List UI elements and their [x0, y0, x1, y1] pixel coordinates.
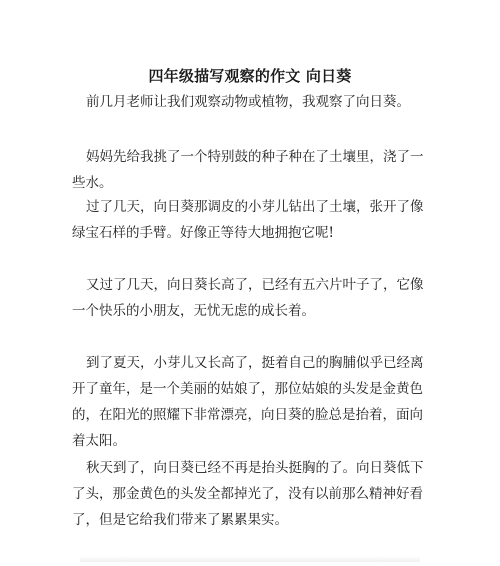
paragraph-3: 过了几天，向日葵那调皮的小芽儿钻出了土壤，张开了像绿宝石样的手臂。好像正等待大地拥抱它呢!	[72, 199, 424, 241]
paragraph-2: 妈妈先给我挑了一个特别鼓的种子种在了土壤里，浇了一些水。	[72, 149, 424, 191]
paragraph-4: 又过了几天，向日葵长高了，已经有五六片叶子了，它像一个快乐的小朋友，无忧无虑的成长着。	[72, 277, 424, 319]
paragraph-5: 到了夏天，小芽儿又长高了，挺着自己的胸脯似乎已经离开了童年，是一个美丽的姑娘了，那位姑娘的头发是金黄色的，在阳光的照耀下非常漂亮，向日葵的脸总是抬着，面向着太阳。	[72, 355, 424, 449]
page-bottom-edge	[80, 556, 420, 562]
paragraph-1: 前几月老师让我们观察动物或植物，我观察了向日葵。	[86, 94, 410, 110]
paragraph-6: 秋天到了，向日葵已经不再是抬头挺胸的了。向日葵低下了头，那金黄色的头发全都掉光了，没有以前那么精神好看了，但是它给我们带来了累累果实。	[72, 460, 424, 528]
document-title: 四年级描写观察的作文 向日葵	[148, 67, 352, 85]
